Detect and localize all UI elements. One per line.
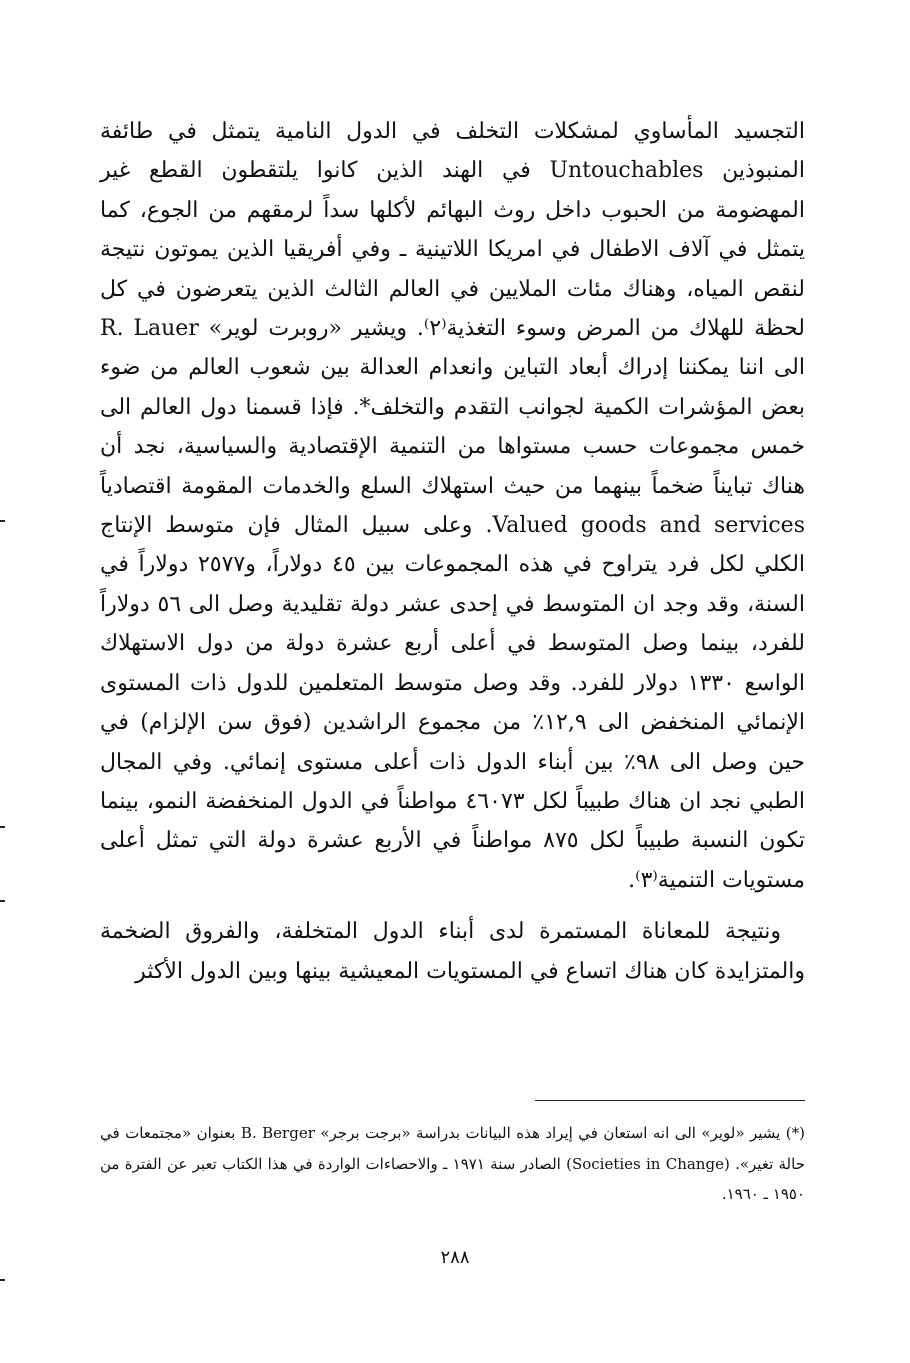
- footnote: (*) يشير «لوير» الى انه استعان في إيراد هذه البيانات بدراسة «برجت برجر» B. Berger بعنوان «مجتمعات في حالة تغير». (Societies in Change) الصادر سنة ١٩٧١ ـ والاحصاءات الواردة في هذا الكتاب تعبر عن الفترة من ١٩٥٠ ـ ١٩٦٠.: [100, 1124, 805, 1203]
- edge-mark: [0, 826, 5, 828]
- paragraph-1: التجسيد المأساوي لمشكلات التخلف في الدول النامية يتمثل في طائفة المنبوذين Untouchables في الهند الذين كانوا يلتقطون القطع غير المهضومة من الحبوب داخل روث البهائم لأكلها سداً لرمقهم من الجوع، كما يتمثل في آلاف الاطفال في امريكا اللاتينية ـ وفي أفريقيا الذين يموتون نتيجة لنقص المياه، وهناك مئات الملايين في العالم الثالث الذين يتعرضون في كل لحظة للهلاك من المرض وسوء التغذية⁽٢⁾. ويشير «روبرت لوير» R. Lauer الى اننا يمكننا إدراك أبعاد التباين وانعدام العدالة بين شعوب العالم من ضوء بعض المؤشرات الكمية لجوانب التقدم والتخلف*. فإذا قسمنا دول العالم الى خمس مجموعات حسب مستواها من التنمية الإقتصادية والسياسية، نجد أن هناك تبايناً ضخماً بينهما من حيث استهلاك السلع والخدمات المقومة اقتصادياً Valued goods and services. وعلى سبيل المثال فإن متوسط الإنتاج الكلي لكل فرد يتراوح في هذه المجموعات بين ٤٥ دولاراً، و٢٥٧٧ دولاراً في السنة، وقد وجد ان المتوسط في إحدى عشر دولة تقليدية وصل الى ٥٦ دولاراً للفرد، بينما وصل المتوسط في أعلى أربع عشرة دولة من دول الاستهلاك الواسع ١٣٣٠ دولار للفرد. وقد وصل متوسط المتعلمين للدول ذات المستوى الإنمائي المنخفض الى ١٢,٩٪ من مجموع الراشدين (فوق سن الإلزام) في حين وصل الى ٩٨٪ بين أبناء الدول ذات أعلى مستوى إنمائي. وفي المجال الطبي نجد ان هناك طبيباً لكل ٤٦٠٧٣ مواطناً في الدول المنخفضة النمو، بينما تكون النسبة طبيباً لكل ٨٧٥ مواطناً في الأربع عشرة دولة التي تمثل أعلى مستويات التنمية⁽٣⁾.: [100, 119, 806, 893]
- page-number: ٢٨٨: [440, 1247, 470, 1268]
- body-text: [100, 112, 805, 991]
- edge-mark: [0, 900, 5, 902]
- paragraph-2: ونتيجة للمعاناة المستمرة لدى أبناء الدول المتخلفة، والفروق الضخمة والمتزايدة كان هناك اتساع في المستويات المعيشية بينها وبين الدول الأكثر: [100, 919, 805, 984]
- edge-mark: [0, 520, 5, 522]
- footnote-separator: [535, 1100, 805, 1101]
- edge-mark: [0, 1279, 5, 1281]
- page-body: [100, 112, 805, 991]
